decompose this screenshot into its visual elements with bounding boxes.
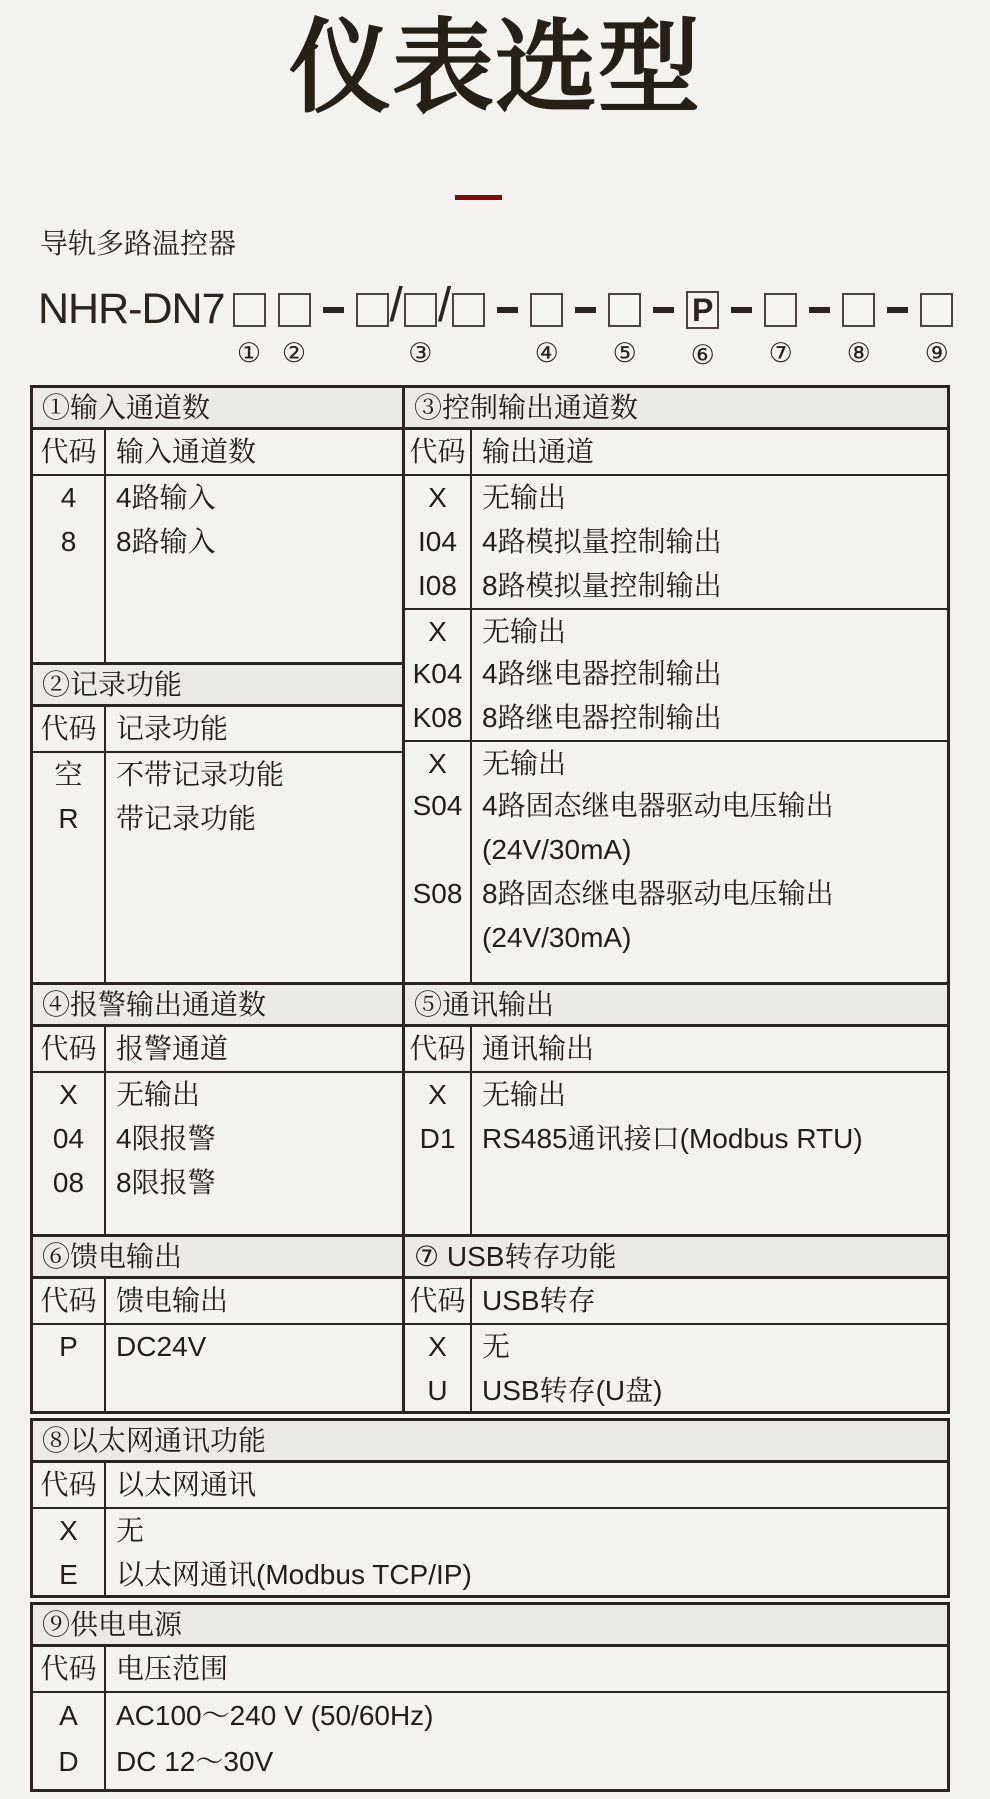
filler-desc-cell	[106, 1785, 947, 1789]
model-segment-8	[842, 293, 875, 367]
title-accent-dash	[455, 195, 502, 200]
table-subheader	[405, 1027, 947, 1073]
filler-desc-cell	[106, 841, 402, 982]
table-row	[33, 797, 402, 841]
row-code: E	[33, 1553, 106, 1597]
table-filler	[405, 960, 947, 982]
filler-desc-cell	[106, 1369, 402, 1411]
row-desc: 以太网通讯(Modbus TCP/IP)	[116, 1559, 472, 1590]
row-code: X	[405, 476, 472, 520]
column-header-desc: USB转存	[482, 1285, 596, 1316]
column-header-code: 代码	[33, 1647, 106, 1691]
row-desc: DC 12～30V	[116, 1746, 274, 1777]
row-desc: 4路继电器控制输出	[482, 658, 722, 689]
table-row	[33, 1509, 947, 1553]
table-title: ⑧以太网通讯功能	[33, 1421, 947, 1463]
model-segment-2	[278, 293, 311, 367]
row-code: X	[405, 1325, 472, 1369]
model-segment-7	[764, 293, 797, 367]
model-code-line	[38, 279, 953, 370]
row-code: A	[33, 1693, 106, 1739]
table-row	[405, 476, 947, 520]
row-code: X	[33, 1509, 106, 1553]
code-box	[404, 293, 437, 327]
row-desc: (24V/30mA)	[482, 834, 632, 865]
row-code: K08	[405, 696, 472, 740]
slash-separator: /	[437, 279, 452, 332]
row-desc: AC100～240 V (50/60Hz)	[116, 1700, 434, 1731]
row-desc: 4路固态继电器驱动电压输出	[482, 790, 834, 821]
position-marker-8: ⑧	[846, 338, 871, 368]
column-header-desc: 电压范围	[116, 1653, 229, 1684]
dash-separator	[323, 307, 344, 313]
row-code: X	[405, 742, 472, 784]
table-record-function	[30, 662, 405, 985]
table-row	[33, 1073, 402, 1117]
row-code: X	[405, 610, 472, 652]
model-segment-3	[356, 279, 486, 368]
row-desc: 8路固态继电器驱动电压输出	[482, 878, 834, 909]
table-subheader	[33, 1279, 402, 1325]
row-code: 04	[33, 1117, 106, 1161]
table-row	[405, 520, 947, 564]
table-usb-transfer	[402, 1234, 950, 1414]
table-subheader	[33, 430, 402, 476]
band-2	[30, 982, 950, 1237]
row-desc: 不带记录功能	[116, 759, 285, 790]
band-5	[30, 1602, 950, 1792]
row-code	[405, 916, 472, 960]
row-desc: 4路模拟量控制输出	[482, 526, 722, 557]
table-title: ⑦ USB转存功能	[405, 1237, 947, 1279]
filler-code-cell	[405, 1161, 472, 1234]
table-title: ②记录功能	[33, 665, 402, 707]
table-power-supply	[30, 1602, 950, 1792]
position-marker-4: ④	[534, 338, 559, 368]
table-row	[33, 1117, 402, 1161]
table-row	[405, 652, 947, 696]
table-row	[405, 1325, 947, 1369]
row-desc: 带记录功能	[116, 803, 257, 834]
row-code: 8	[33, 520, 106, 564]
model-prefix: NHR-DN7	[38, 285, 225, 333]
row-code: R	[33, 797, 106, 841]
column-header-code: 代码	[33, 1027, 106, 1071]
table-row	[33, 1739, 947, 1785]
column-header-code: 代码	[33, 1463, 106, 1507]
table-title: ④报警输出通道数	[33, 985, 402, 1027]
table-filler	[33, 841, 402, 982]
code-box	[530, 293, 563, 327]
band-3	[30, 1234, 950, 1414]
position-marker-3: ③	[408, 338, 433, 368]
filler-code-cell	[33, 841, 106, 982]
table-title: ③控制输出通道数	[405, 388, 947, 430]
band-4	[30, 1418, 950, 1598]
column-header-desc: 以太网通讯	[116, 1469, 257, 1500]
column-header-code: 代码	[405, 1027, 472, 1071]
page-title: 仪表选型	[289, 11, 701, 125]
table-row	[405, 696, 947, 740]
code-box	[278, 293, 311, 327]
model-segment-1	[233, 293, 266, 367]
code-box	[608, 293, 641, 327]
column-header-code: 代码	[33, 1279, 106, 1323]
table-ethernet-communication	[30, 1418, 950, 1598]
selection-tables	[30, 385, 950, 1792]
table-subheader	[33, 1027, 402, 1073]
row-code: 08	[33, 1161, 106, 1205]
table-filler	[33, 1205, 402, 1234]
column-header-desc: 输出通道	[482, 436, 595, 467]
code-box	[233, 293, 266, 327]
column-header-desc: 通讯输出	[482, 1033, 595, 1064]
slash-separator: /	[389, 279, 403, 332]
row-desc: RS485通讯接口(Modbus RTU)	[482, 1123, 863, 1154]
fixed-code-box-p: P	[686, 291, 719, 329]
row-code	[405, 828, 472, 872]
row-code: 4	[33, 476, 106, 520]
position-marker-1: ①	[236, 338, 262, 368]
dash-separator	[731, 307, 752, 313]
row-code: U	[405, 1369, 472, 1413]
code-box	[452, 293, 485, 327]
row-code: I04	[405, 520, 472, 564]
table-filler	[33, 1369, 402, 1411]
table-row	[405, 564, 947, 608]
dash-separator	[653, 307, 674, 313]
position-marker-7: ⑦	[768, 338, 793, 368]
position-marker-9: ⑨	[924, 338, 949, 368]
row-desc: 无输出	[482, 482, 567, 513]
table-filler	[33, 1785, 947, 1789]
column-header-desc: 馈电输出	[116, 1285, 229, 1316]
row-code: X	[405, 1073, 472, 1117]
row-desc: 无输出	[482, 748, 567, 779]
table-row	[33, 1325, 402, 1369]
table-subheader	[405, 430, 947, 476]
filler-desc-cell	[106, 564, 402, 662]
code-box	[764, 293, 797, 327]
table-row-continuation	[405, 828, 947, 872]
filler-code-cell	[33, 1785, 106, 1789]
table-title: ⑥馈电输出	[33, 1237, 402, 1279]
position-marker-2: ②	[281, 338, 307, 368]
row-code: S08	[405, 872, 472, 916]
table-row	[405, 872, 947, 916]
filler-code-cell	[33, 1369, 106, 1411]
table-control-output-channels	[402, 385, 950, 985]
table-subheader	[33, 1647, 947, 1693]
table-row	[33, 1553, 947, 1597]
table-title: ⑤通讯输出	[405, 985, 947, 1027]
row-desc: 8路模拟量控制输出	[482, 570, 722, 601]
column-header-code: 代码	[405, 430, 472, 474]
table-row	[33, 476, 402, 520]
table-filler	[405, 1161, 947, 1234]
column-header-desc: 记录功能	[116, 713, 229, 744]
model-segment-6	[686, 293, 719, 369]
dash-separator	[575, 307, 596, 313]
row-desc: 无	[116, 1515, 145, 1546]
row-code: 空	[33, 753, 106, 797]
code-box	[842, 293, 875, 327]
dash-separator	[809, 307, 830, 313]
table-communication-output	[402, 982, 950, 1237]
table-title: ⑨供电电源	[33, 1605, 947, 1647]
row-desc: 8路输入	[116, 526, 216, 557]
slash-box-group	[356, 279, 486, 332]
row-code: P	[33, 1325, 106, 1369]
table-row	[405, 608, 947, 652]
row-desc: 无	[482, 1331, 511, 1362]
code-box	[920, 293, 953, 327]
table-alarm-output-channels	[30, 982, 405, 1237]
band-1	[30, 385, 950, 985]
row-code: D	[33, 1739, 106, 1785]
filler-code-cell	[33, 1205, 106, 1234]
row-code: K04	[405, 652, 472, 696]
row-desc: 4路输入	[116, 482, 216, 513]
filler-desc-cell	[106, 1205, 402, 1234]
row-code: S04	[405, 784, 472, 828]
column-header-code: 代码	[405, 1279, 472, 1323]
table-filler	[33, 564, 402, 662]
position-marker-5: ⑤	[612, 338, 637, 368]
product-subtitle: 导轨多路温控器	[40, 228, 237, 259]
row-desc: 8路继电器控制输出	[482, 702, 722, 733]
table-feed-power-output	[30, 1234, 405, 1414]
table-row	[33, 520, 402, 564]
table-row	[405, 784, 947, 828]
table-input-channels	[30, 385, 405, 665]
filler-code-cell	[33, 564, 106, 662]
code-box	[356, 293, 389, 327]
row-desc: 4限报警	[116, 1123, 216, 1154]
filler-code-cell	[405, 960, 472, 982]
table-row	[33, 1161, 402, 1205]
model-segment-4	[530, 293, 563, 367]
row-desc: DC24V	[116, 1331, 207, 1362]
row-code: I08	[405, 564, 472, 608]
position-marker-6: ⑥	[690, 340, 715, 370]
row-code: D1	[405, 1117, 472, 1161]
table-subheader	[33, 1463, 947, 1509]
table-subheader	[405, 1279, 947, 1325]
row-desc: 无输出	[482, 616, 567, 647]
table-row	[405, 1369, 947, 1413]
column-header-code: 代码	[33, 707, 106, 751]
dash-separator	[497, 307, 518, 313]
table-row	[33, 753, 402, 797]
band1-left-column	[30, 385, 405, 985]
model-segment-5	[608, 293, 641, 367]
row-desc: USB转存(U盘)	[482, 1375, 663, 1406]
model-segment-9	[920, 293, 953, 367]
table-row	[405, 1073, 947, 1117]
row-desc: 8限报警	[116, 1167, 216, 1198]
filler-desc-cell	[472, 960, 947, 982]
row-code: X	[33, 1073, 106, 1117]
table-subheader	[33, 707, 402, 753]
dash-separator	[887, 307, 908, 313]
row-desc: (24V/30mA)	[482, 922, 632, 953]
column-header-desc: 输入通道数	[116, 436, 257, 467]
table-row-continuation	[405, 916, 947, 960]
row-desc: 无输出	[482, 1079, 567, 1110]
filler-desc-cell	[472, 1161, 947, 1234]
table-row	[405, 1117, 947, 1161]
row-desc: 无输出	[116, 1079, 201, 1110]
table-title: ①输入通道数	[33, 388, 402, 430]
table-row	[405, 740, 947, 784]
column-header-code: 代码	[33, 430, 106, 474]
table-row	[33, 1693, 947, 1739]
column-header-desc: 报警通道	[116, 1033, 229, 1064]
